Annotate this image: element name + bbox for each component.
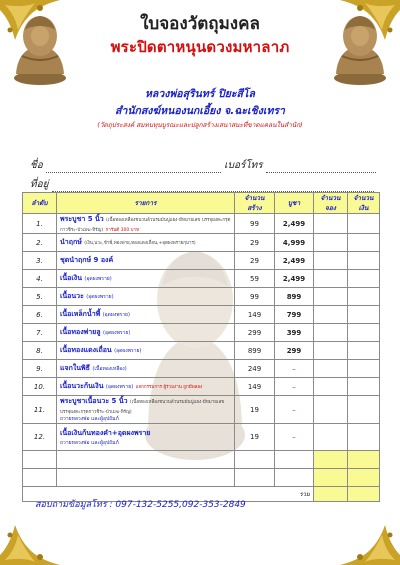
phone-label: เบอร์โทร	[224, 160, 263, 171]
name-label: ชื่อ	[30, 160, 43, 171]
amount-cell[interactable]	[348, 252, 380, 270]
address-field-row	[30, 177, 374, 192]
table-row: 4. เนื้อเงิน (อุดผงพราย) 59 2,499	[23, 270, 380, 288]
name-field[interactable]	[46, 162, 221, 173]
corner-ornament-icon	[0, 515, 60, 565]
table-row: 10. เนื้อนวะก้นเงิน (อุดผงพราย) แจกกรรมการ ผู้ร่วมงาน ถูกมีพลอง 149 –	[23, 378, 380, 396]
reserve-cell[interactable]	[314, 424, 348, 451]
table-row	[23, 451, 380, 469]
address-field[interactable]	[52, 181, 374, 192]
reserve-cell[interactable]	[314, 378, 348, 396]
amulet-name: พระปิดตาหนุนดวงมหาลาภ	[110, 38, 290, 56]
table-row: 2. นำฤกษ์ (เงิน,นวะ,ข้าพี่,ทองพ่าย,ทองแดงเถื่อน,+อุดผงพรายกุมาร) 29 4,999	[23, 234, 380, 252]
reserve-cell[interactable]	[314, 324, 348, 342]
table-row: 5. เนื้อนวะ (อุดผงพราย) 99 899	[23, 288, 380, 306]
amount-cell[interactable]	[348, 378, 380, 396]
reserve-cell[interactable]	[314, 342, 348, 360]
amount-cell[interactable]	[348, 424, 380, 451]
amount-cell[interactable]	[348, 214, 380, 234]
phone-field[interactable]	[266, 162, 376, 173]
reserve-cell[interactable]	[314, 234, 348, 252]
amount-cell[interactable]	[348, 288, 380, 306]
header-amount: จำนวนเงิน	[348, 193, 380, 214]
amount-cell[interactable]	[348, 396, 380, 424]
table-row: 9. แจกในพิธี (เนื้อทองเหลือง) 249 –	[23, 360, 380, 378]
table-row: 6. เนื้อเหล็กน้ำพี้ (อุดผงพราย) 149 799	[23, 306, 380, 324]
total-reserve-cell[interactable]	[314, 487, 348, 502]
reserve-cell[interactable]	[314, 288, 348, 306]
header-reserve: จำนวนจอง	[314, 193, 348, 214]
reserve-cell[interactable]	[314, 306, 348, 324]
monk-name: หลวงพ่อสุรินทร์ ปิยะสีโล	[145, 88, 255, 100]
header-stock: จำนวนสร้าง	[235, 193, 275, 214]
name-field-row	[30, 158, 376, 173]
amount-cell[interactable]	[348, 324, 380, 342]
table-row: 8. เนื้อทองแดงเถื่อน (อุดผงพราย) 899 299	[23, 342, 380, 360]
amount-cell[interactable]	[348, 234, 380, 252]
amount-cell[interactable]	[348, 306, 380, 324]
reserve-cell[interactable]	[314, 270, 348, 288]
form-title: ใบจองวัตถุมงคล	[140, 14, 260, 34]
table-row: 12. เนื้อเงินก้นทองคำ+อุดผงพราย ถวายหลวงพ่อ และผู้อุปถัมภ์ 19 –	[23, 424, 380, 451]
corner-ornament-icon	[340, 515, 400, 565]
temple-name: สำนักสงฆ์หนองนกเอี้ยง จ.ฉะเชิงเทรา	[115, 105, 285, 117]
purpose-text: (วัตถุประสงค์ สมทบทุนบูรณะและปลูกสร้างเสนาสนะที่ขาดแคลนในสำนัก)	[97, 121, 303, 129]
total-label: รวม	[23, 487, 314, 502]
table-row: 11. พระบูชาเนื้อนวะ 5 นิ้ว (เนื้อทองเหลืองชนวนล้วนรมมันปูแยง-มีหมายเลข บรรจุผงตะกรุดกาวชิระ-บัวเมฆ-หิรัญ) ถวายหลวงพ่อ และผู้อุปถัมภ์ 19 –	[23, 396, 380, 424]
table-header-row	[23, 193, 380, 214]
table-row: 1. พระบูชา 5 นิ้ว (เนื้อทองเหลืองชนวนล้วนรมมันปูแยง-มีหมายเลข บรรจุผงตะกรุดกาวชิระ-บัวเมฆ-หิรัญ) การันตี 300 บาท 99 2,499	[23, 214, 380, 234]
reserve-cell[interactable]	[314, 214, 348, 234]
header-no: ลำดับ	[23, 193, 57, 214]
address-label: ที่อยู่	[30, 179, 49, 190]
total-amount-cell[interactable]	[348, 487, 380, 502]
reserve-cell[interactable]	[314, 252, 348, 270]
reserve-cell[interactable]	[314, 360, 348, 378]
header-item: รายการ	[57, 193, 235, 214]
amount-cell[interactable]	[348, 270, 380, 288]
table-row: 3. ชุดนำฤกษ์ 9 องค์ 29 2,499	[23, 252, 380, 270]
header-price: บูชา	[275, 193, 314, 214]
amount-cell[interactable]	[348, 360, 380, 378]
reservation-table	[22, 192, 380, 502]
reserve-cell[interactable]	[314, 396, 348, 424]
table-row	[23, 469, 380, 487]
contact-phone: สอบถามข้อมูลโทร : 097-132-5255,092-353-2849	[35, 500, 246, 510]
table-row: 7. เนื้อทองพ่ายลู (อุดผงพราย) 299 399	[23, 324, 380, 342]
amount-cell[interactable]	[348, 342, 380, 360]
